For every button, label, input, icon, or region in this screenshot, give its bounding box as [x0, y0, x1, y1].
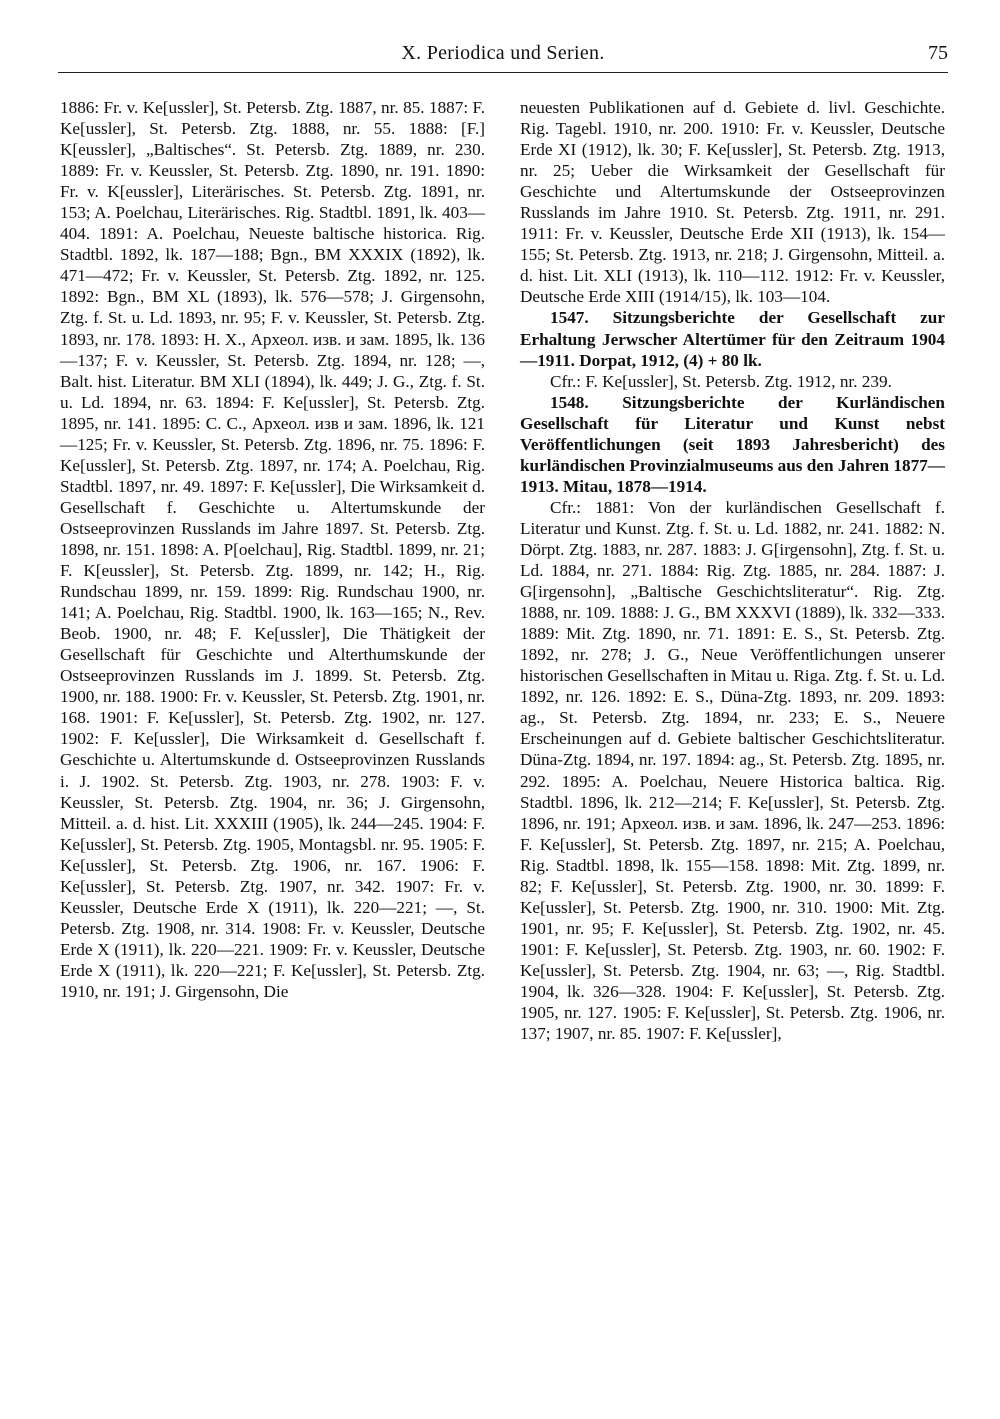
running-title: X. Periodica und Serien.: [401, 42, 605, 64]
entry-1547-heading: 1547. Sitzungsberichte der Gesellschaft zur Erhaltung Jerwscher Altertümer für den Zeitraum 1904—1911. Dorpat, 1912, (4) + 80 lk.: [520, 308, 945, 370]
entry-1548-heading: 1548. Sitzungsberichte der Kurländischen Gesellschaft für Literatur und Kunst nebst Veröffentlichungen (seit 1893 Jahresbericht) des kurländischen Provinzialmuseums aus den Jahren 1877—1913. Mitau, 1878—1914.: [520, 392, 945, 496]
page-header: [58, 40, 948, 73]
entry-1547-references: Cfr.: F. Ke[ussler], St. Petersb. Ztg. 1912, nr. 239.: [550, 371, 892, 391]
continued-entry-text: neuesten Publikationen auf d. Gebiete d. livl. Geschichte. Rig. Tagebl. 1910, nr. 200. 1910: Fr. v. Keussler, Deutsche Erde XI (1912), lk. 30; F. Ke[ussler], St. Petersb. Ztg. 1913, nr. 25; Ueber die Wirksamkeit der Gesellschaft für Geschichte und Altertumskunde der Ostseeprovinzen Russlands im Jahre 1910. St. Petersb. Ztg. 1911, nr. 291. 1911: Fr. v. Keussler, Deutsche Erde XII (1913), lk. 154—155; St. Petersb. Ztg. 1913, nr. 218; J. Girgensohn, Mitteil. a. d. hist. Lit. XLI (1913), lk. 110—112. 1912: Fr. v. Keussler, Deutsche Erde XIII (1914/15), lk. 103—104.: [520, 98, 945, 307]
bibliography-text: 1886: Fr. v. Ke[ussler], St. Petersb. Ztg. 1887, nr. 85. 1887: F. Ke[ussler], St. Petersb. Ztg. 1888, nr. 55. 1888: [F.] K[eussler], „Baltisches“. St. Petersb. Ztg. 1889, nr. 230. 1889: Fr. v. Keussler, St. Petersb. Ztg. 1890, nr. 191. 1890: Fr. v. K[eussler], Literärisches. St. Petersb. Ztg. 1891, nr. 153; A. Poelchau, Literärisches. Rig. Stadtbl. 1891, lk. 403—404. 1891: A. Poelchau, Neueste baltische historica. Rig. Stadtbl. 1892, lk. 187—188; Bgn., BM XXXIX (1892), lk. 471—472; Fr. v. Keussler, St. Petersb. Ztg. 1892, nr. 125. 1892: Bgn., BM XL (1893), lk. 576—578; J. Girgensohn, Ztg. f. St. u. Ld. 1893, nr. 95; F. v. Keussler, St. Petersb. Ztg. 1893, nr. 178. 1893: H. X., Археол. изв. и зам. 1895, lk. 136—137; F. v. Keussler, St. Petersb. Ztg. 1894, nr. 128; —, Balt. hist. Literatur. BM XLI (1894), lk. 449; J. G., Ztg. f. St. u. Ld. 1894, nr. 63. 1894: F. Ke[ussler], St. Petersb. Ztg. 1895, nr. 141. 1895: C. C., Археол. изв и зам. 1896, lk. 121—125; Fr. v. Keussler, St. Petersb. Ztg. 1896, nr. 75. 1896: F. Ke[ussler], St. Petersb. Ztg. 1897, nr. 174; A. Poelchau, Rig. Stadtbl. 1897, nr. 49. 1897: F. Ke[ussler], Die Wirksamkeit d. Gesellschaft f. Geschichte u. Altertumskunde der Ostseeprovinzen Russlands im Jahre 1897. St. Petersb. Ztg. 1898, nr. 151. 1898: A. P[oelchau], Rig. Stadtbl. 1899, nr. 21; F. K[eussler], St. Petersb. Ztg. 1899, nr. 142; H., Rig. Rundschau 1899, nr. 159. 1899: Rig. Rundschau 1900, nr. 141; A. Poelchau, Rig. Stadtbl. 1900, lk. 163—165; N., Rev. Beob. 1900, nr. 48; F. Ke[ussler], Die Thätigkeit der Gesellschaft für Geschichte und Alterthumskunde der Ostseeprovinzen Russlands im J. 1899. St. Petersb. Ztg. 1900, nr. 188. 1900: Fr. v. Keussler, St. Petersb. Ztg. 1901, nr. 168. 1901: F. Ke[ussler], St. Petersb. Ztg. 1902, nr. 127. 1902: F. Ke[ussler], Die Wirksamkeit d. Gesellschaft f. Geschichte u. Altertumskunde d. Ostseeprovinzen Russlands i. J. 1902. St. Petersb. Ztg. 1903, nr. 278. 1903: F. v. Keussler, St. Petersb. Ztg. 1904, nr. 36; J. Girgensohn, Mitteil. a. d. hist. Lit. XXXIII (1905), lk. 244—245. 1904: F. Ke[ussler], St. Petersb. Ztg. 1905, Montagsbl. nr. 95. 1905: F. Ke[ussler], St. Petersb. Ztg. 1906, nr. 167. 1906: F. Ke[ussler], St. Petersb. Ztg. 1907, nr. 342. 1907: Fr. v. Keussler, Deutsche Erde X (1911), lk. 220—221; —, St. Petersb. Ztg. 1908, nr. 314. 1908: Fr. v. Keussler, Deutsche Erde X (1911), lk. 220—221. 1909: Fr. v. Keussler, Deutsche Erde X (1911), lk. 220—221; F. Ke[ussler], St. Petersb. Ztg. 1910, nr. 191; J. Girgensohn, Die: [60, 98, 486, 1001]
left-column: [60, 97, 485, 1002]
right-column: [520, 97, 945, 1044]
page-number: 75: [928, 42, 948, 64]
entry-1548-references: Cfr.: 1881: Von der kurländischen Gesellschaft f. Literatur und Kunst. Ztg. f. St. u. Ld. 1882, nr. 241. 1882: N. Dörpt. Ztg. 1883, nr. 287. 1883: J. G[irgensohn], Ztg. f. St. u. Ld. 1884, nr. 271. 1884: Rig. Ztg. 1885, nr. 284. 1887: J. G[irgensohn], „Baltische Geschichtsliteratur“. Rig. Ztg. 1888, nr. 109. 1888: J. G., BM XXXVI (1889), lk. 332—333. 1889: Mit. Ztg. 1890, nr. 71. 1891: E. S., St. Petersb. Ztg. 1892, nr. 278; J. G., Neue Veröffentlichungen unserer historischen Gesellschaften in Mitau u. Riga. Ztg. f. St. u. Ld. 1892, nr. 126. 1892: E. S., Düna-Ztg. 1893, nr. 209. 1893: ag., St. Petersb. Ztg. 1894, nr. 233; E. S., Neuere Erscheinungen auf d. Gebiete baltischer Geschichtsliteratur. Düna-Ztg. 1894, nr. 197. 1894: ag., St. Petersb. Ztg. 1895, nr. 292. 1895: A. Poelchau, Neuere Historica baltica. Rig. Stadtbl. 1896, lk. 212—214; F. Ke[ussler], St. Petersb. Ztg. 1896, nr. 191; Археол. изв. и зам. 1896, lk. 247—253. 1896: F. Ke[ussler], St. Petersb. Ztg. 1897, nr. 215; A. Poelchau, Rig. Stadtbl. 1898, lk. 155—158. 1898: Mit. Ztg. 1899, nr. 82; F. Ke[ussler], St. Petersb. Ztg. 1900, nr. 30. 1899: F. Ke[ussler], St. Petersb. Ztg. 1900, nr. 310. 1900: Mit. Ztg. 1901, nr. 95; F. Ke[ussler], St. Petersb. Ztg. 1902, nr. 45. 1901: F. Ke[ussler], St. Petersb. Ztg. 1903, nr. 60. 1902: F. Ke[ussler], St. Petersb. Ztg. 1904, nr. 63; —, Rig. Stadtbl. 1904, lk. 326—328. 1904: F. Ke[ussler], St. Petersb. Ztg. 1905, nr. 127. 1905: F. Ke[ussler], St. Petersb. Ztg. 1906, nr. 137; 1907, nr. 85. 1907: F. Ke[ussler],: [520, 497, 945, 1044]
